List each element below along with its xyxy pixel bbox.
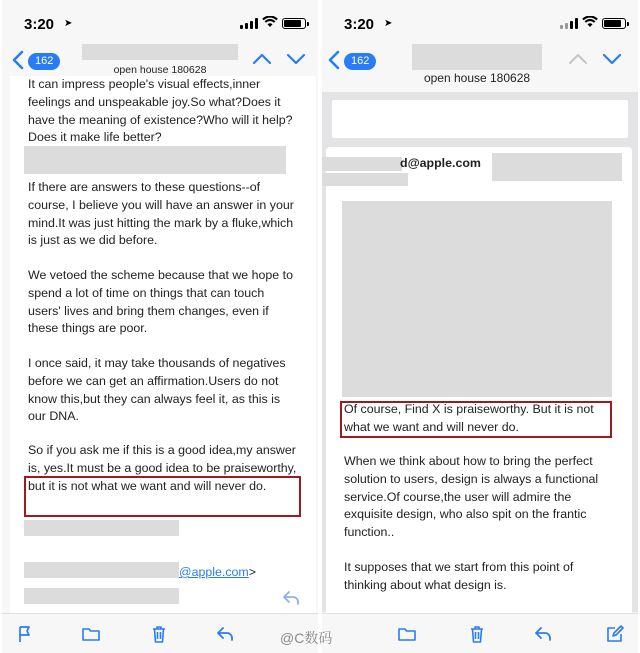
paragraph-5: So if you ask me if this is a good idea,my answer is, yes.It must be a good idea to be praiseworthy, but it is not what we want and will never do. — [28, 443, 297, 493]
mail-nav-bar — [322, 44, 638, 90]
highlight-quote: Of course, Find X is praiseworthy. But it is not what we want and will never do. — [344, 402, 594, 434]
redacted-email-name — [24, 562, 179, 578]
unread-count-badge[interactable]: 162 — [344, 53, 376, 70]
trash-icon[interactable] — [148, 624, 170, 644]
bottom-toolbar — [322, 613, 638, 653]
redacted-signature — [24, 520, 179, 536]
compose-icon[interactable] — [604, 624, 626, 644]
redacted-image — [342, 201, 612, 397]
email-address[interactable] — [179, 564, 256, 582]
status-time: 3:20 — [344, 16, 375, 33]
highlight-box — [24, 476, 301, 517]
paragraph-1: When we think about how to bring the perfect solution to users, design is always a functional service.Of course,the user will admire the exquisite design, who also spit on the frantic function.. — [344, 454, 599, 540]
redacted-recipient — [322, 173, 408, 186]
email-body-card — [10, 76, 316, 613]
email-domain-link[interactable]: @apple.com — [179, 565, 249, 579]
wifi-icon — [262, 16, 278, 31]
wifi-icon — [582, 16, 598, 31]
battery-icon — [602, 18, 626, 29]
redacted-sender-name — [322, 157, 402, 171]
paragraph-1: It can impress people's visual effects,inner feelings and unspeakable joy.So what?Does it have the meaning of existence?Who will it help? Does it make life better? — [28, 77, 293, 145]
previous-message-card — [332, 100, 628, 138]
paragraph-2: If there are answers to these questions--of course, I believe you will have an answer in your mind.It was just hitting the mark by a fluke,which is just as we did before. — [28, 180, 294, 248]
paragraph-2: It supposes that we start from this point of thinking about what design is. — [344, 560, 574, 592]
chevron-up-icon[interactable] — [568, 50, 588, 71]
location-icon: ➤ — [64, 18, 73, 29]
paragraph-3: We vetoed the scheme because that we hope to spend a lot of time on things that can touch users' lives and bring them changes, even if these things are poor. — [28, 268, 293, 336]
email-subject: open house 180628 — [113, 64, 207, 76]
bottom-toolbar — [2, 613, 318, 653]
status-bar — [322, 0, 638, 44]
redacted-sender — [412, 44, 542, 70]
reply-small-icon[interactable] — [280, 588, 302, 608]
folder-icon[interactable] — [80, 624, 102, 644]
reply-icon[interactable] — [532, 624, 554, 644]
redacted-sender — [82, 44, 238, 60]
chevron-left-icon[interactable] — [328, 50, 340, 76]
chevron-down-icon[interactable] — [286, 50, 306, 71]
status-time: 3:20 — [24, 16, 55, 33]
signal-icon — [560, 18, 578, 29]
left-phone-screen — [2, 0, 318, 653]
watermark: @C数码 — [280, 630, 333, 646]
signal-icon — [240, 18, 258, 29]
redacted-footer — [24, 588, 179, 604]
battery-icon — [282, 18, 306, 29]
highlight-box — [340, 401, 612, 438]
email-message-card — [326, 147, 632, 613]
email-suffix: > — [248, 565, 256, 579]
paragraph-4: I once said, it may take thousands of negatives before we can get an affirmation.Users do not know this,but they can always feel it, as this is our DNA. — [28, 356, 286, 424]
redacted-date — [492, 153, 622, 181]
redacted-line — [24, 146, 286, 174]
status-bar — [2, 0, 318, 44]
chevron-left-icon[interactable] — [12, 50, 24, 76]
right-phone-screen — [322, 0, 638, 653]
location-icon: ➤ — [384, 18, 393, 29]
chevron-down-icon[interactable] — [602, 50, 622, 71]
unread-count-badge[interactable]: 162 — [28, 53, 60, 70]
sender-email: d@apple.com — [400, 156, 481, 170]
trash-icon[interactable] — [466, 624, 488, 644]
email-subject: open house 180628 — [423, 71, 531, 85]
flag-icon[interactable] — [14, 624, 36, 644]
reply-icon[interactable] — [214, 624, 236, 644]
folder-icon[interactable] — [396, 624, 418, 644]
chevron-up-icon[interactable] — [252, 50, 272, 71]
